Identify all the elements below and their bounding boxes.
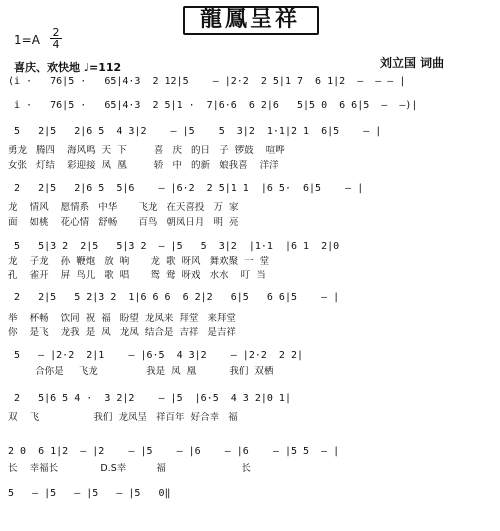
- lyric-line: 合你是 飞龙 我是 凤 凰 我们 双栖: [8, 366, 274, 377]
- lyric-line: 长 幸福长 D.S幸 福 长: [8, 463, 251, 474]
- lyric-line: 女张 灯结 彩迎接 凤 凰 轿 中 的新 娘我喜 洋洋: [8, 160, 279, 171]
- lyric-line: 勇龙 腾四 海风鸣 天 下 喜 庆 的日 子 锣鼓 喧哗: [8, 145, 285, 156]
- time-signature: [50, 27, 62, 50]
- lyric-line: 龙 子龙 孙 鞭炮 放 响 龙 歌 呀风 舞欢聚 一 堂: [8, 256, 270, 267]
- meter-denominator: 4: [52, 38, 60, 51]
- composer-credit: 刘立国 词曲: [380, 56, 445, 70]
- key-signature: 1=A: [14, 33, 40, 47]
- notation-line: i · 76|5 · 65|4·3 2 5|1 · 7|6·6 6 2|6 5|5 0 6 6|5 — —)|: [8, 100, 418, 111]
- lyric-line: 龙 情风 愿情系 中华 飞龙 在天喜投 万 家: [8, 202, 239, 213]
- lyric-line: 面 如桃 花心情 舒畅 百鸟 朝凤日月 明 亮: [8, 217, 239, 228]
- lyric-line: 举 杯畅 饮同 祝 福 盼望 龙凤来 拜堂 来拜堂: [8, 313, 236, 324]
- notation-line: 2 5|6 5 4 · 3 2|2 — |5 |6·5 4 3 2|0 1|: [8, 393, 291, 404]
- notation-line: 5 — |2·2 2|1 — |6·5 4 3|2 — |2·2 2 2|: [8, 350, 304, 361]
- notation-line: 5 5|3 2 2|5 5|3 2 — |5 5 3|2 |1·1 |6 1 2|0: [8, 241, 340, 252]
- notation-line: (i · 76|5 · 65|4·3 2 12|5 — |2·2 2 5|1 7 6 1|2 — — — |: [8, 76, 406, 87]
- notation-line: 2 2|5 5 2|3 2 1|6 6 6 6 2|2 6|5 6 6|5 — |: [8, 292, 340, 303]
- lyric-line: 孔 雀开 屏 鸟儿 歌 唱 鸳 鸯 呀戏 水水 叮 当: [8, 270, 266, 281]
- notation-line: 5 2|5 2|6 5 4 3|2 — |5 5 3|2 1·1|2 1 6|5 — |: [8, 126, 382, 137]
- song-title: 龍鳳呈祥: [199, 6, 300, 32]
- lyric-line: 双 飞 我们 龙凤呈 祥百年 好合幸 福: [8, 412, 238, 423]
- meter-numerator: 2: [50, 27, 62, 39]
- lyric-line: 你 是飞 龙我 是 凤 龙凤 结合是 吉祥 是吉祥: [8, 327, 236, 338]
- notation-line: 2 0 6 1|2 — |2 — |5 — |6 — |6 — |5 5 — |: [8, 446, 340, 457]
- tempo-marking: 喜庆、欢快地 ♩=112: [14, 61, 122, 74]
- notation-line: 5 — |5 — |5 — |5 0‖: [8, 488, 171, 499]
- notation-line: 2 2|5 2|6 5 5|6 — |6·2 2 5|1 1 |6 5· 6|5 — |: [8, 183, 364, 194]
